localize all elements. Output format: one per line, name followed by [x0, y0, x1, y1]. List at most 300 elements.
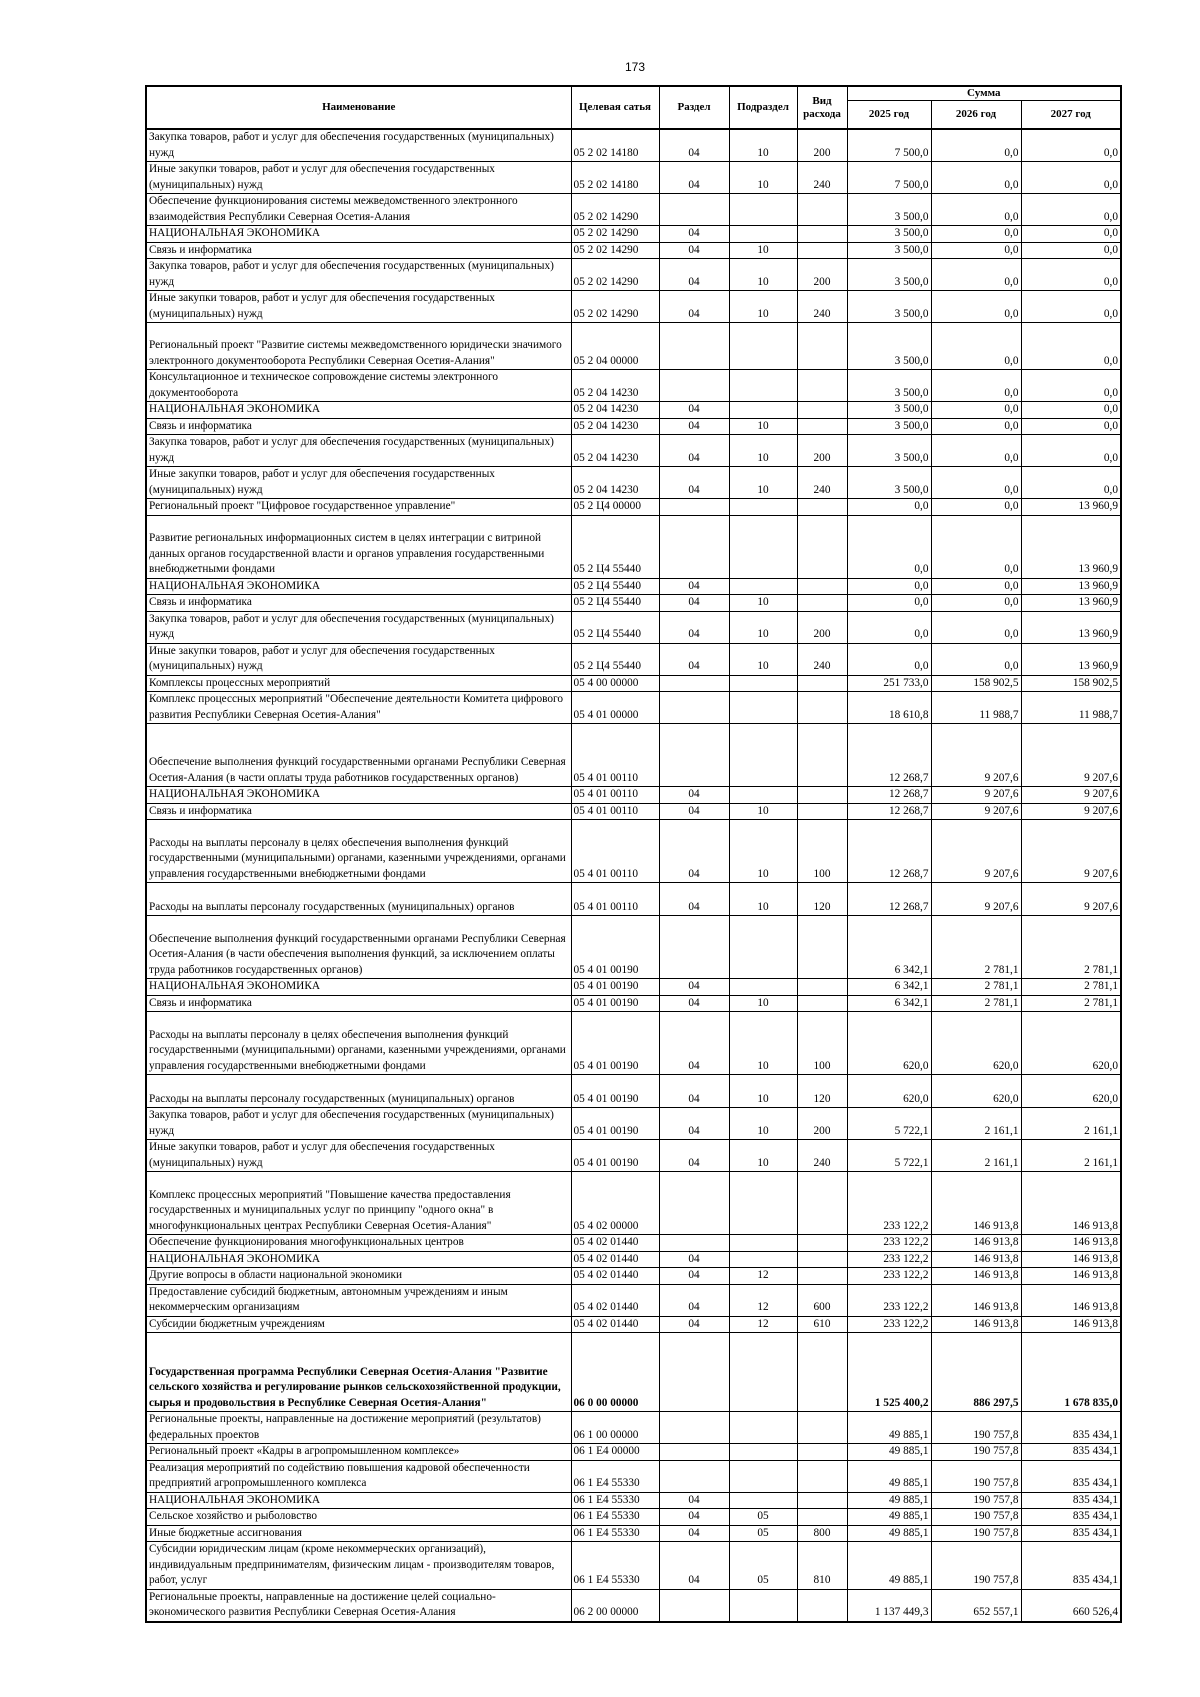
row-amount-2027: 146 913,8 [1021, 1316, 1121, 1333]
row-amount-2026: 146 913,8 [931, 1316, 1021, 1333]
row-amount-2026: 0,0 [931, 323, 1021, 370]
row-subsection [729, 499, 797, 516]
row-amount-2025: 6 342,1 [847, 979, 931, 996]
table-row [146, 291, 1121, 323]
row-amount-2026: 0,0 [931, 291, 1021, 323]
row-subsection [729, 370, 797, 402]
table-row [146, 194, 1121, 226]
row-subsection: 05 [729, 1542, 797, 1590]
row-section [659, 515, 729, 578]
row-target-code: 06 1 Е4 55330 [571, 1542, 659, 1590]
row-subsection: 10 [729, 162, 797, 194]
row-amount-2025: 3 500,0 [847, 467, 931, 499]
row-name: Иные закупки товаров, работ и услуг для обеспечения государственных (муниципальных) нужд [146, 467, 571, 499]
row-amount-2027: 620,0 [1021, 1075, 1121, 1108]
row-target-code: 05 2 Ц4 55440 [571, 595, 659, 612]
row-target-code: 05 4 01 00110 [571, 803, 659, 820]
row-name: Комплексы процессных мероприятий [146, 675, 571, 692]
row-name: НАЦИОНАЛЬНАЯ ЭКОНОМИКА [146, 402, 571, 419]
row-expense-type [797, 724, 847, 787]
row-amount-2027: 835 434,1 [1021, 1412, 1121, 1444]
row-expense-type [797, 1235, 847, 1252]
row-subsection [729, 724, 797, 787]
row-amount-2026: 0,0 [931, 259, 1021, 291]
row-amount-2025: 0,0 [847, 499, 931, 516]
row-expense-type [797, 1251, 847, 1268]
row-amount-2026: 190 757,8 [931, 1460, 1021, 1492]
row-amount-2027: 13 960,9 [1021, 643, 1121, 675]
row-amount-2026: 2 781,1 [931, 916, 1021, 979]
row-amount-2027: 13 960,9 [1021, 499, 1121, 516]
row-amount-2027: 620,0 [1021, 1012, 1121, 1075]
row-target-code: 05 4 02 01440 [571, 1251, 659, 1268]
row-amount-2027: 0,0 [1021, 194, 1121, 226]
row-section: 04 [659, 787, 729, 804]
row-name: Закупка товаров, работ и услуг для обеспечения государственных (муниципальных) нужд [146, 129, 571, 162]
table-row [146, 820, 1121, 883]
row-expense-type: 200 [797, 435, 847, 467]
row-section: 04 [659, 418, 729, 435]
row-target-code: 05 2 04 14230 [571, 402, 659, 419]
row-amount-2025: 5 722,1 [847, 1108, 931, 1140]
row-amount-2025: 49 885,1 [847, 1412, 931, 1444]
row-amount-2026: 2 781,1 [931, 979, 1021, 996]
row-amount-2027: 835 434,1 [1021, 1509, 1121, 1526]
row-target-code: 05 4 01 00000 [571, 692, 659, 724]
row-amount-2025: 5 722,1 [847, 1140, 931, 1172]
header-year-2027: 2027 год [1021, 101, 1121, 130]
row-target-code: 05 2 02 14290 [571, 259, 659, 291]
row-section: 04 [659, 643, 729, 675]
table-row [146, 1542, 1121, 1590]
row-target-code: 05 2 02 14290 [571, 194, 659, 226]
row-amount-2025: 3 500,0 [847, 259, 931, 291]
row-amount-2027: 2 781,1 [1021, 979, 1121, 996]
row-name: Расходы на выплаты персоналу в целях обеспечения выполнения функций государственными (муниципальными) органами, казенными учреждениями, органами управления государственными внебюджетными фондами [146, 820, 571, 883]
row-expense-type [797, 1444, 847, 1461]
table-row [146, 1140, 1121, 1172]
row-subsection: 10 [729, 820, 797, 883]
row-name: Сельское хозяйство и рыболовство [146, 1509, 571, 1526]
row-amount-2025: 233 122,2 [847, 1268, 931, 1285]
row-target-code: 05 2 Ц4 00000 [571, 499, 659, 516]
row-amount-2026: 0,0 [931, 418, 1021, 435]
row-amount-2027: 0,0 [1021, 402, 1121, 419]
table-row [146, 1251, 1121, 1268]
row-amount-2027: 835 434,1 [1021, 1525, 1121, 1542]
row-target-code: 05 4 01 00190 [571, 1012, 659, 1075]
row-expense-type [797, 1589, 847, 1622]
row-name: Связь и информатика [146, 995, 571, 1012]
row-amount-2026: 0,0 [931, 435, 1021, 467]
row-amount-2025: 3 500,0 [847, 370, 931, 402]
row-amount-2027: 158 902,5 [1021, 675, 1121, 692]
row-amount-2027: 9 207,6 [1021, 787, 1121, 804]
row-subsection: 10 [729, 995, 797, 1012]
table-row [146, 803, 1121, 820]
row-amount-2027: 13 960,9 [1021, 611, 1121, 643]
row-section: 04 [659, 1542, 729, 1590]
row-amount-2026: 2 781,1 [931, 995, 1021, 1012]
row-amount-2026: 2 161,1 [931, 1108, 1021, 1140]
row-amount-2026: 190 757,8 [931, 1525, 1021, 1542]
row-amount-2026: 146 913,8 [931, 1268, 1021, 1285]
row-name: Расходы на выплаты персоналу в целях обеспечения выполнения функций государственными (муниципальными) органами, казенными учреждениями, органами управления государственными внебюджетными фондами [146, 1012, 571, 1075]
row-expense-type: 200 [797, 611, 847, 643]
row-amount-2026: 0,0 [931, 242, 1021, 259]
row-amount-2026: 0,0 [931, 226, 1021, 243]
row-subsection [729, 402, 797, 419]
row-subsection [729, 194, 797, 226]
row-section [659, 1412, 729, 1444]
row-amount-2027: 0,0 [1021, 226, 1121, 243]
row-subsection [729, 323, 797, 370]
row-name: Обеспечение функционирования многофункциональных центров [146, 1235, 571, 1252]
row-name: Расходы на выплаты персоналу государственных (муниципальных) органов [146, 883, 571, 916]
row-amount-2025: 7 500,0 [847, 162, 931, 194]
row-amount-2026: 0,0 [931, 402, 1021, 419]
row-expense-type: 120 [797, 1075, 847, 1108]
row-amount-2027: 9 207,6 [1021, 883, 1121, 916]
row-name: Иные закупки товаров, работ и услуг для обеспечения государственных (муниципальных) нужд [146, 291, 571, 323]
row-section [659, 916, 729, 979]
row-subsection [729, 979, 797, 996]
row-subsection: 10 [729, 259, 797, 291]
row-amount-2026: 0,0 [931, 643, 1021, 675]
row-amount-2025: 6 342,1 [847, 995, 931, 1012]
table-row [146, 643, 1121, 675]
row-subsection: 10 [729, 803, 797, 820]
row-expense-type [797, 1492, 847, 1509]
row-subsection: 10 [729, 883, 797, 916]
row-amount-2026: 0,0 [931, 578, 1021, 595]
row-name: Иные закупки товаров, работ и услуг для обеспечения государственных (муниципальных) нужд [146, 1140, 571, 1172]
row-amount-2027: 2 781,1 [1021, 916, 1121, 979]
row-amount-2025: 0,0 [847, 515, 931, 578]
row-section: 04 [659, 1108, 729, 1140]
row-target-code: 05 2 Ц4 55440 [571, 611, 659, 643]
table-row [146, 1172, 1121, 1235]
row-target-code: 05 2 02 14290 [571, 291, 659, 323]
row-amount-2027: 0,0 [1021, 259, 1121, 291]
row-name: Региональный проект "Развитие системы межведомственного юридически значимого электронного документооборота Республики Северная Осетия-Алания" [146, 323, 571, 370]
row-amount-2026: 0,0 [931, 499, 1021, 516]
row-expense-type: 240 [797, 643, 847, 675]
row-target-code: 05 4 02 01440 [571, 1284, 659, 1316]
row-amount-2025: 233 122,2 [847, 1316, 931, 1333]
row-amount-2025: 3 500,0 [847, 323, 931, 370]
table-header [146, 86, 1121, 129]
row-expense-type: 610 [797, 1316, 847, 1333]
row-section [659, 692, 729, 724]
row-amount-2025: 3 500,0 [847, 242, 931, 259]
row-target-code: 06 1 Е4 55330 [571, 1525, 659, 1542]
row-subsection [729, 1333, 797, 1412]
row-subsection [729, 226, 797, 243]
row-amount-2027: 0,0 [1021, 418, 1121, 435]
row-expense-type [797, 1460, 847, 1492]
row-amount-2027: 0,0 [1021, 323, 1121, 370]
table-row [146, 611, 1121, 643]
header-name: Наименование [146, 86, 571, 129]
table-row [146, 226, 1121, 243]
row-expense-type [797, 1172, 847, 1235]
row-expense-type: 200 [797, 259, 847, 291]
row-expense-type [797, 323, 847, 370]
row-name: НАЦИОНАЛЬНАЯ ЭКОНОМИКА [146, 1492, 571, 1509]
row-name: Закупка товаров, работ и услуг для обеспечения государственных (муниципальных) нужд [146, 1108, 571, 1140]
header-year-2025: 2025 год [847, 101, 931, 130]
row-expense-type [797, 499, 847, 516]
row-name: Обеспечение выполнения функций государственными органами Республики Северная Осетия-Алания (в части обеспечения выполнения функций, за исключением оплаты труда работников государственных органов) [146, 916, 571, 979]
table-row [146, 370, 1121, 402]
row-amount-2027: 2 161,1 [1021, 1140, 1121, 1172]
row-target-code: 06 0 00 00000 [571, 1333, 659, 1412]
table-row [146, 515, 1121, 578]
row-name: НАЦИОНАЛЬНАЯ ЭКОНОМИКА [146, 1251, 571, 1268]
row-amount-2027: 0,0 [1021, 370, 1121, 402]
row-amount-2026: 652 557,1 [931, 1589, 1021, 1622]
row-name: Связь и информатика [146, 418, 571, 435]
row-target-code: 05 2 02 14290 [571, 226, 659, 243]
row-amount-2026: 620,0 [931, 1075, 1021, 1108]
row-section: 04 [659, 435, 729, 467]
row-subsection: 10 [729, 643, 797, 675]
row-amount-2026: 158 902,5 [931, 675, 1021, 692]
row-amount-2026: 886 297,5 [931, 1333, 1021, 1412]
table-row [146, 1284, 1121, 1316]
row-target-code: 05 4 02 01440 [571, 1268, 659, 1285]
row-name: Закупка товаров, работ и услуг для обеспечения государственных (муниципальных) нужд [146, 611, 571, 643]
row-amount-2026: 146 913,8 [931, 1251, 1021, 1268]
table-row [146, 435, 1121, 467]
table-row [146, 1235, 1121, 1252]
row-amount-2025: 233 122,2 [847, 1235, 931, 1252]
row-amount-2025: 3 500,0 [847, 226, 931, 243]
row-section [659, 1235, 729, 1252]
row-subsection [729, 1460, 797, 1492]
row-section: 04 [659, 226, 729, 243]
header-expense-type [797, 86, 847, 129]
row-amount-2027: 835 434,1 [1021, 1542, 1121, 1590]
row-amount-2026: 11 988,7 [931, 692, 1021, 724]
row-amount-2027: 146 913,8 [1021, 1172, 1121, 1235]
row-section [659, 675, 729, 692]
row-target-code: 05 4 01 00190 [571, 1108, 659, 1140]
row-section [659, 1333, 729, 1412]
row-amount-2026: 190 757,8 [931, 1444, 1021, 1461]
row-expense-type [797, 595, 847, 612]
row-name: Иные бюджетные ассигнования [146, 1525, 571, 1542]
table-row [146, 1460, 1121, 1492]
row-amount-2025: 1 525 400,2 [847, 1333, 931, 1412]
row-subsection: 12 [729, 1316, 797, 1333]
row-amount-2027: 0,0 [1021, 291, 1121, 323]
row-section: 04 [659, 883, 729, 916]
row-amount-2025: 620,0 [847, 1075, 931, 1108]
row-amount-2027: 146 913,8 [1021, 1284, 1121, 1316]
row-amount-2027: 2 161,1 [1021, 1108, 1121, 1140]
row-expense-type [797, 995, 847, 1012]
row-expense-type [797, 1509, 847, 1526]
row-name: НАЦИОНАЛЬНАЯ ЭКОНОМИКА [146, 226, 571, 243]
row-name: Региональный проект "Цифровое государственное управление" [146, 499, 571, 516]
row-amount-2025: 12 268,7 [847, 883, 931, 916]
row-target-code: 05 4 01 00190 [571, 995, 659, 1012]
row-expense-type [797, 787, 847, 804]
row-expense-type [797, 916, 847, 979]
row-name: Развитие региональных информационных систем в целях интеграции с витриной данных органов государственной власти и органов управления государственными внебюджетными фондами [146, 515, 571, 578]
row-amount-2026: 190 757,8 [931, 1542, 1021, 1590]
row-expense-type [797, 226, 847, 243]
table-row [146, 1075, 1121, 1108]
row-subsection [729, 1444, 797, 1461]
row-name: Субсидии бюджетным учреждениям [146, 1316, 571, 1333]
row-amount-2025: 18 610,8 [847, 692, 931, 724]
row-subsection [729, 1251, 797, 1268]
row-target-code: 05 4 02 01440 [571, 1316, 659, 1333]
row-amount-2027: 11 988,7 [1021, 692, 1121, 724]
row-section: 04 [659, 1525, 729, 1542]
row-section [659, 1172, 729, 1235]
row-amount-2025: 12 268,7 [847, 820, 931, 883]
row-section [659, 724, 729, 787]
row-target-code: 05 4 01 00190 [571, 1140, 659, 1172]
row-amount-2025: 12 268,7 [847, 787, 931, 804]
header-expense-type-bottom: расхода [803, 107, 841, 120]
row-subsection [729, 1589, 797, 1622]
row-amount-2025: 0,0 [847, 595, 931, 612]
row-subsection: 10 [729, 1108, 797, 1140]
row-section [659, 499, 729, 516]
row-section: 04 [659, 1509, 729, 1526]
row-target-code: 05 4 01 00110 [571, 883, 659, 916]
header-expense-type-top: Вид [812, 94, 832, 107]
row-section: 04 [659, 611, 729, 643]
row-section: 04 [659, 820, 729, 883]
row-amount-2026: 0,0 [931, 611, 1021, 643]
table-row [146, 402, 1121, 419]
row-subsection: 10 [729, 1012, 797, 1075]
table-row [146, 883, 1121, 916]
header-section: Раздел [659, 86, 729, 129]
row-target-code: 05 2 02 14290 [571, 242, 659, 259]
row-target-code: 06 1 Е4 55330 [571, 1509, 659, 1526]
row-subsection: 05 [729, 1525, 797, 1542]
row-subsection: 10 [729, 611, 797, 643]
row-subsection: 10 [729, 1140, 797, 1172]
row-expense-type [797, 242, 847, 259]
row-expense-type: 600 [797, 1284, 847, 1316]
row-name: Закупка товаров, работ и услуг для обеспечения государственных (муниципальных) нужд [146, 259, 571, 291]
row-expense-type [797, 578, 847, 595]
table-row [146, 1412, 1121, 1444]
row-amount-2026: 146 913,8 [931, 1172, 1021, 1235]
row-name: Региональные проекты, направленные на достижение мероприятий (результатов) федеральных проектов [146, 1412, 571, 1444]
row-subsection [729, 692, 797, 724]
row-amount-2026: 146 913,8 [931, 1284, 1021, 1316]
table-row [146, 467, 1121, 499]
row-subsection [729, 1172, 797, 1235]
row-name: Другие вопросы в области национальной экономики [146, 1268, 571, 1285]
row-name: НАЦИОНАЛЬНАЯ ЭКОНОМИКА [146, 979, 571, 996]
row-section: 04 [659, 1284, 729, 1316]
row-amount-2026: 190 757,8 [931, 1412, 1021, 1444]
row-amount-2025: 251 733,0 [847, 675, 931, 692]
row-section: 04 [659, 1012, 729, 1075]
row-expense-type: 240 [797, 1140, 847, 1172]
row-amount-2025: 12 268,7 [847, 803, 931, 820]
row-amount-2026: 0,0 [931, 515, 1021, 578]
row-amount-2026: 9 207,6 [931, 883, 1021, 916]
row-section: 04 [659, 979, 729, 996]
row-subsection [729, 1492, 797, 1509]
row-amount-2025: 620,0 [847, 1012, 931, 1075]
row-section: 04 [659, 803, 729, 820]
row-amount-2026: 0,0 [931, 162, 1021, 194]
row-section: 04 [659, 578, 729, 595]
row-name: Реализация мероприятий по содействию повышения кадровой обеспеченности предприятий агропромышленного комплекса [146, 1460, 571, 1492]
row-amount-2027: 0,0 [1021, 435, 1121, 467]
table-row [146, 724, 1121, 787]
row-amount-2026: 2 161,1 [931, 1140, 1021, 1172]
row-section: 04 [659, 242, 729, 259]
row-name: Обеспечение функционирования системы межведомственного электронного взаимодействия Республики Северная Осетия-Алания [146, 194, 571, 226]
row-subsection: 10 [729, 1075, 797, 1108]
row-expense-type [797, 1333, 847, 1412]
table-row [146, 675, 1121, 692]
row-amount-2025: 0,0 [847, 578, 931, 595]
table-row [146, 259, 1121, 291]
row-amount-2026: 0,0 [931, 595, 1021, 612]
row-amount-2025: 0,0 [847, 611, 931, 643]
row-name: НАЦИОНАЛЬНАЯ ЭКОНОМИКА [146, 578, 571, 595]
row-amount-2025: 3 500,0 [847, 291, 931, 323]
row-amount-2025: 49 885,1 [847, 1542, 931, 1590]
table-row [146, 129, 1121, 162]
row-target-code: 05 2 04 14230 [571, 435, 659, 467]
table-row [146, 995, 1121, 1012]
row-amount-2026: 9 207,6 [931, 803, 1021, 820]
row-target-code: 05 2 02 14180 [571, 129, 659, 162]
row-section: 04 [659, 1492, 729, 1509]
row-section: 04 [659, 1140, 729, 1172]
row-subsection: 10 [729, 435, 797, 467]
row-subsection [729, 1412, 797, 1444]
table-row [146, 1316, 1121, 1333]
row-amount-2025: 6 342,1 [847, 916, 931, 979]
row-expense-type: 120 [797, 883, 847, 916]
table-row [146, 242, 1121, 259]
row-subsection [729, 675, 797, 692]
row-subsection [729, 916, 797, 979]
row-amount-2027: 660 526,4 [1021, 1589, 1121, 1622]
row-expense-type [797, 370, 847, 402]
row-name: Государственная программа Республики Северная Осетия-Алания "Развитие сельского хозяйства и регулирование рынков сельскохозяйственной продукции, сырья и продовольствия в Республике Северная Осетия-Алания" [146, 1333, 571, 1412]
row-name: Связь и информатика [146, 242, 571, 259]
row-amount-2026: 0,0 [931, 129, 1021, 162]
row-section: 04 [659, 1251, 729, 1268]
row-expense-type: 100 [797, 1012, 847, 1075]
row-subsection [729, 578, 797, 595]
row-amount-2026: 9 207,6 [931, 820, 1021, 883]
row-amount-2025: 3 500,0 [847, 418, 931, 435]
row-amount-2025: 7 500,0 [847, 129, 931, 162]
row-section [659, 1460, 729, 1492]
row-amount-2026: 0,0 [931, 194, 1021, 226]
row-amount-2027: 13 960,9 [1021, 578, 1121, 595]
row-amount-2026: 190 757,8 [931, 1509, 1021, 1526]
